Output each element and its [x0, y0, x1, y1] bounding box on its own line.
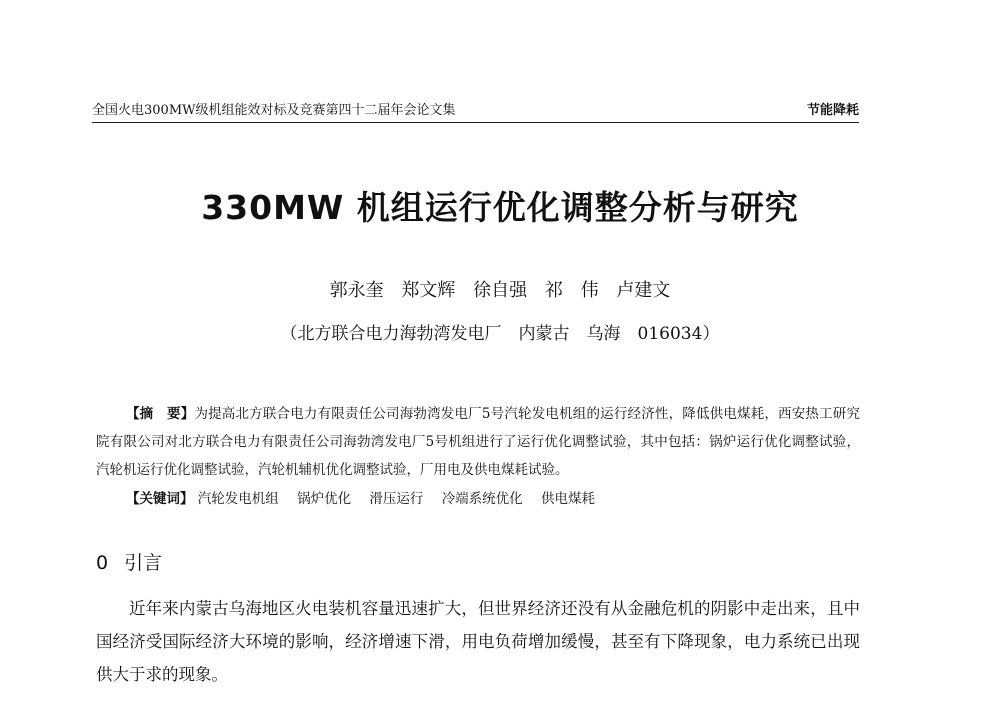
section-category: 节能降耗	[806, 103, 859, 118]
running-header	[92, 102, 859, 123]
keyword: 锅炉优化	[297, 491, 352, 507]
section-heading	[96, 548, 162, 575]
author-name: 郑文辉	[401, 280, 456, 301]
abstract-paragraph	[96, 400, 860, 484]
abstract-text: 为提高北方联合电力有限责任公司海勃湾发电厂5号汽轮发电机组的运行经济性，降低供电煤耗，西安热工研究院有限公司对北方联合电力有限责任公司海勃湾发电厂5号机组进行了运行优化调整试验，其中包括：锅炉运行优化调整试验，汽轮机运行优化调整试验，汽轮机辅机优化调整试验，厂用电及供电煤耗试验。	[96, 406, 860, 478]
section-number: 0	[96, 552, 109, 574]
author-name: 卢建文	[616, 280, 671, 301]
author-name: 郭永奎	[329, 280, 384, 301]
abstract-label: 【摘 要】	[126, 406, 195, 422]
abstract	[96, 400, 860, 484]
proceedings-title: 全国火电300MW级机组能效对标及竞赛第四十二届年会论文集	[92, 103, 456, 118]
keywords	[126, 490, 609, 508]
author-list	[0, 276, 1000, 302]
keyword: 供电煤耗	[540, 491, 595, 507]
section-title: 引言	[124, 552, 163, 574]
body-paragraph: 近年来内蒙古乌海地区火电装机容量迅速扩大，但世界经济还没有从金融危机的阴影中走出来，且中国经济受国际经济大环境的影响，经济增速下滑，用电负荷增加缓慢，甚至有下降现象，电力系统已出现供大于求的现象。	[96, 599, 860, 684]
keyword: 汽轮发电机组	[197, 491, 279, 507]
author-name: 徐自强	[473, 280, 528, 301]
paper-title: 330MW 机组运行优化调整分析与研究	[201, 188, 799, 227]
body-text	[96, 592, 860, 691]
keywords-label: 【关键词】	[126, 491, 194, 507]
keyword: 滑压运行	[369, 491, 424, 507]
author-name: 祁 伟	[544, 280, 599, 301]
affiliation: （北方联合电力海勃湾发电厂 内蒙古 乌海 016034）	[280, 324, 720, 344]
keyword: 冷端系统优化	[441, 491, 523, 507]
